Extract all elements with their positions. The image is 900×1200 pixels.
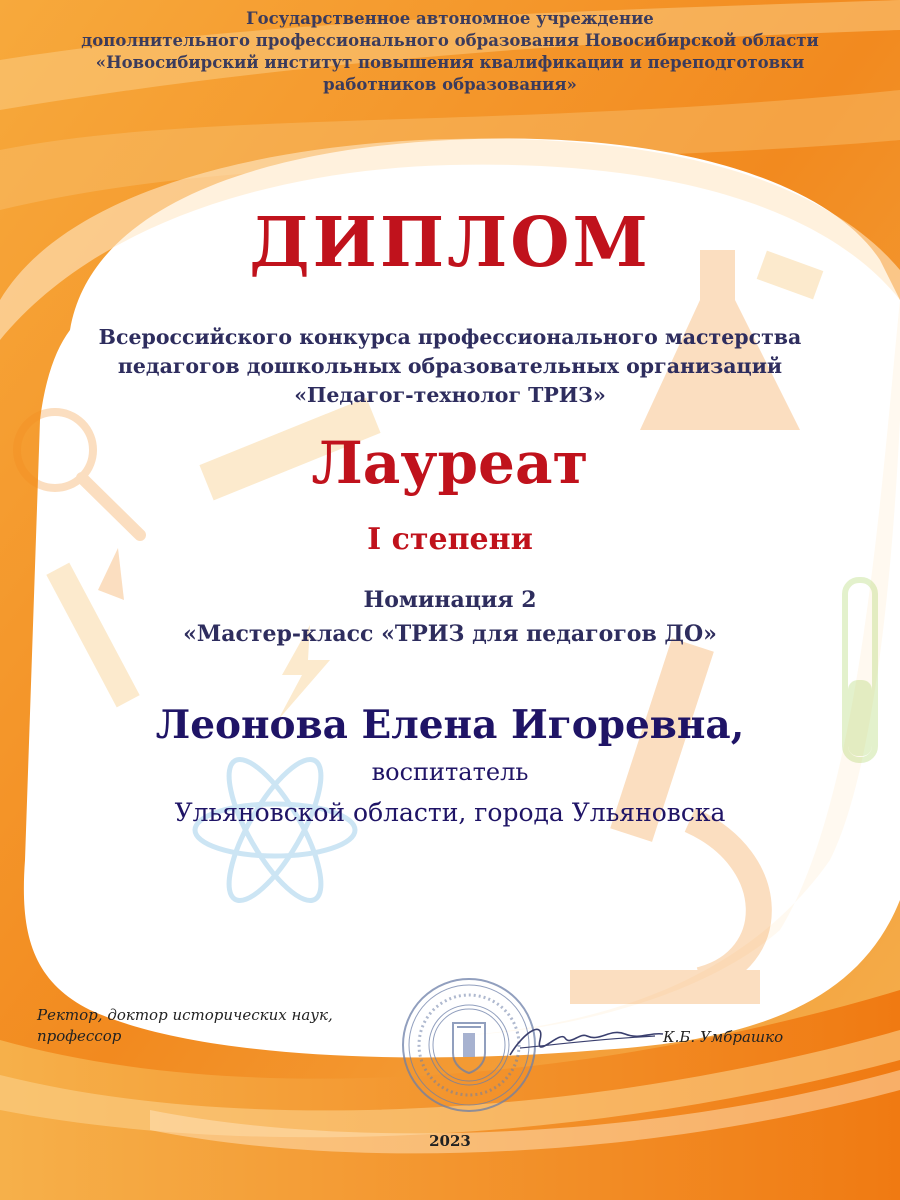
header-line-2: дополнительного профессионального образования Новосибирской области <box>81 31 819 50</box>
coat-of-arms-icon <box>453 1023 485 1073</box>
header-line-3: «Новосибирский институт повышения квалификации и переподготовки <box>95 53 805 72</box>
recipient-name-comma: , <box>730 702 745 748</box>
contest-line-3: «Педагог-технолог ТРИЗ» <box>294 383 606 407</box>
contest-line-1: Всероссийского конкурса профессионального мастерства <box>98 325 802 349</box>
diploma-title: ДИПЛОМ <box>249 203 651 283</box>
signatory-title-line-1: Ректор, доктор исторических наук, <box>37 1006 333 1024</box>
issue-year: 2023 <box>429 1132 471 1150</box>
nomination <box>0 583 900 651</box>
recipient-region: Ульяновской области, города Ульяновска <box>174 798 726 827</box>
signatory-title <box>37 1005 333 1047</box>
nomination-title: «Мастер-класс «ТРИЗ для педагогов ДО» <box>183 621 717 647</box>
recipient-position: воспитатель <box>371 758 529 786</box>
signatory-title-line-2: профессор <box>37 1027 122 1045</box>
handwritten-signature <box>505 1010 665 1070</box>
award-title: Лауреат <box>311 429 589 497</box>
award-degree: I степени <box>367 522 533 557</box>
contest-line-2: педагогов дошкольных образовательных организаций <box>117 354 783 378</box>
header-line-1: Государственное автономное учреждение <box>246 9 654 28</box>
signer-name: К.Б. Умбрашко <box>663 1028 784 1046</box>
recipient-name-line <box>0 697 900 753</box>
nomination-number: Номинация 2 <box>363 587 537 613</box>
contest-name <box>0 323 900 410</box>
header-line-4: работников образования» <box>323 75 577 94</box>
recipient-name: Леонова Елена Игоревна <box>155 702 731 748</box>
institution-header <box>0 8 900 96</box>
